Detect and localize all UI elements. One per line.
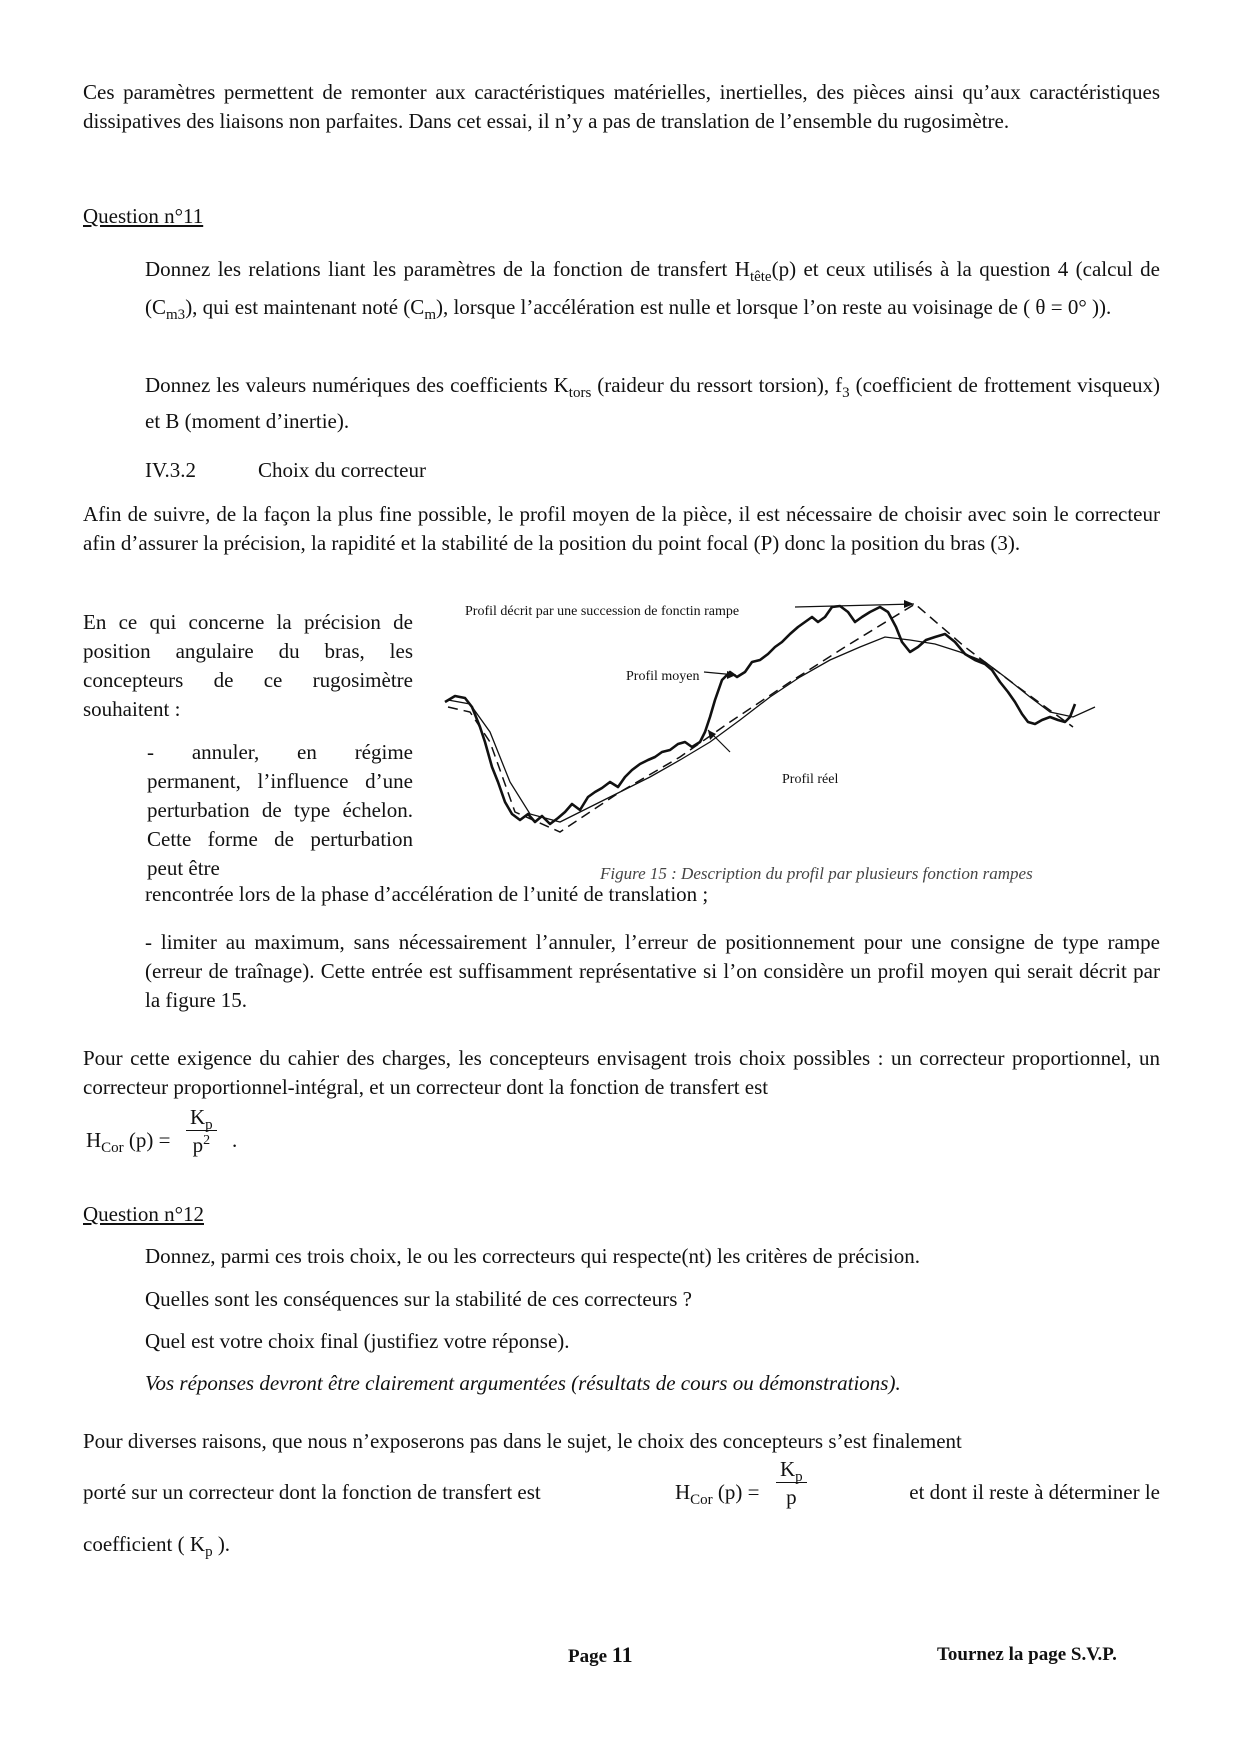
kp-symbol: $K_p$ bbox=[189, 1532, 213, 1560]
question-11-title: Question n°11 bbox=[83, 204, 204, 228]
label-mean-profile: Profil moyen bbox=[626, 669, 700, 684]
arrow-ramps-head bbox=[904, 600, 914, 608]
figure-15 bbox=[440, 592, 1160, 877]
profile-figure bbox=[440, 592, 1160, 877]
question-12-line-2: Quelles sont les conséquences sur la stabilité de ces correcteurs ? bbox=[145, 1287, 692, 1311]
question-12-line-3: Quel est votre choix final (justifiez votre réponse). bbox=[145, 1329, 570, 1353]
cm-symbol: $C_m$ bbox=[410, 295, 436, 323]
section-number: IV.3.2 bbox=[145, 458, 196, 482]
real-profile-line bbox=[445, 606, 1075, 824]
formula-hcor-1-lhs: $H_{Cor}$ (p) = bbox=[86, 1128, 171, 1156]
label-ramp-profile: Profil décrit par une succession de fonctin rampe bbox=[465, 604, 740, 619]
formula-hcor-1-fraction: $\frac{K_p}{p^2}$ bbox=[186, 1104, 217, 1159]
bullet-2: - limiter au maximum, sans nécessairement l’annuler, l’erreur de positionnement pour une consigne de type rampe (erreur de traînage). Cette entrée est suffisamment représentative si l’on considère un profil moyen qui serait décrit par la figure 15. bbox=[145, 930, 1160, 1012]
formula-hcor-2-lhs: $H_{Cor}$ (p) = bbox=[675, 1480, 760, 1508]
formula-hcor-2-fraction: $\frac{K_p}{p}$ bbox=[776, 1456, 807, 1511]
final-line-2a: porté sur un correcteur dont la fonction de transfert est bbox=[83, 1480, 541, 1504]
h-tete-symbol: $H_{tête}$ bbox=[734, 257, 772, 285]
cm3-symbol: $C_{m3}$ bbox=[152, 295, 186, 323]
intro-paragraph: Ces paramètres permettent de remonter aux caractéristiques matérielles, inertielles, des pièces ainsi qu’aux caractéristiques dissipatives des liaisons non parfaites. Dans cet essai, il n’y a pas de translation de l’ensemble du rugosimètre. bbox=[83, 80, 1160, 133]
mean-profile-line bbox=[448, 637, 1095, 822]
options-paragraph: Pour cette exigence du cahier des charges, les concepteurs envisagent trois choix possibles : un correcteur proportionnel, un correcteur proportionnel-intégral, et un correcteur dont la fonction de transfert est bbox=[83, 1046, 1160, 1099]
question-12-title: Question n°12 bbox=[83, 1202, 204, 1226]
section-title: Choix du correcteur bbox=[258, 458, 426, 482]
ramp-profile-line bbox=[448, 604, 1073, 832]
formula-hcor-1-tail: . bbox=[232, 1128, 238, 1152]
question-11-text-2: Donnez les valeurs numériques des coefficients $K_{tors}$ (raideur du ressort torsion), $f_3$ (coefficient de frottement visqueux) et B (moment d’inertie). bbox=[145, 373, 1160, 433]
precision-paragraph: En ce qui concerne la précision de position angulaire du bras, les concepteurs de ce rugosimètre souhaitent : bbox=[83, 610, 413, 721]
turn-page-note: Tournez la page S.V.P. bbox=[937, 1644, 1117, 1665]
ktors-symbol: $K_{tors}$ bbox=[553, 373, 592, 401]
final-line-2b: et dont il reste à déterminer le bbox=[909, 1480, 1160, 1504]
question-12-line-1: Donnez, parmi ces trois choix, le ou les correcteurs qui respecte(nt) les critères de précision. bbox=[145, 1244, 920, 1268]
final-line-3: coefficient ( $K_p$ ). bbox=[83, 1532, 231, 1560]
bullet-1: - annuler, en régime permanent, l’influence d’une perturbation de type échelon. Cette forme de perturbation peut être bbox=[147, 740, 413, 880]
final-line-1: Pour diverses raisons, que nous n’exposerons pas dans le sujet, le choix des concepteurs s’est finalement bbox=[83, 1429, 962, 1453]
question-11-text-1: Donnez les relations liant les paramètres de la fonction de transfert $H_{tête}(p)$ et ceux utilisés à la question 4 (calcul de $(C_{m3})$, qui est maintenant noté $(C_m)$, lorsque l’accélération est nulle et lorsque l’on reste au voisinage de ( θ = 0° )). bbox=[145, 257, 1160, 323]
question-12-line-4: Vos réponses devront être clairement argumentées (résultats de cours ou démonstrations). bbox=[145, 1371, 901, 1395]
arrow-ramps bbox=[795, 604, 914, 607]
bullet-1-continued: rencontrée lors de la phase d’accélération de l’unité de translation ; bbox=[145, 882, 709, 906]
label-real-profile: Profil réel bbox=[782, 772, 839, 787]
page-number: Page 11 bbox=[568, 1642, 633, 1667]
choice-paragraph: Afin de suivre, de la façon la plus fine possible, le profil moyen de la pièce, il est nécessaire de choisir avec soin le correcteur afin d’assurer la précision, la rapidité et la stabilité de la position du point focal (P) donc la position du bras (3). bbox=[83, 502, 1160, 555]
figure-15-caption: Figure 15 : Description du profil par plusieurs fonction rampes bbox=[600, 864, 1033, 883]
f3-symbol: $f_3$ bbox=[835, 373, 850, 401]
